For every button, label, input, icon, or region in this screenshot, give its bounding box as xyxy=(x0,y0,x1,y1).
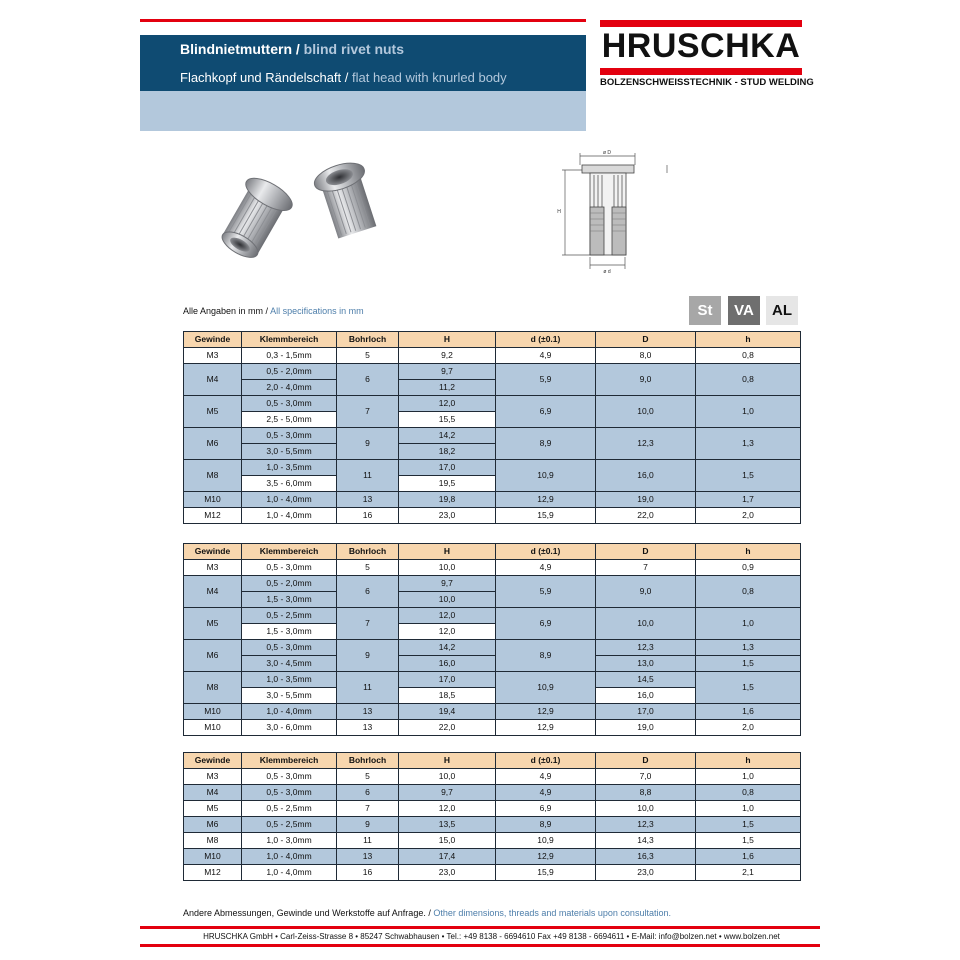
table-cell: 23,0 xyxy=(399,508,496,524)
table-cell: 19,8 xyxy=(399,492,496,508)
table-header-row xyxy=(184,332,801,348)
table-cell: 8,0 xyxy=(596,348,696,364)
table-header-row xyxy=(184,753,801,769)
column-header: Gewinde xyxy=(184,753,242,769)
table-cell: 1,5 xyxy=(696,833,801,849)
table-cell: 16,0 xyxy=(399,656,496,672)
table-cell: 2,5 - 5,0mm xyxy=(242,412,337,428)
table-cell: 11 xyxy=(337,460,399,492)
table-cell: M10 xyxy=(184,720,242,736)
table-row xyxy=(184,560,801,576)
table-cell: 4,9 xyxy=(496,348,596,364)
table-cell: 3,5 - 6,0mm xyxy=(242,476,337,492)
page-title: Blindnietmuttern / blind rivet nuts xyxy=(180,41,405,57)
table-cell: 2,0 - 4,0mm xyxy=(242,380,337,396)
table-cell: 12,0 xyxy=(399,801,496,817)
table-cell: 1,5 xyxy=(696,817,801,833)
table-cell: 12,0 xyxy=(399,396,496,412)
table-cell: 8,9 xyxy=(496,817,596,833)
table-cell: 15,0 xyxy=(399,833,496,849)
table-row xyxy=(184,508,801,524)
table-cell: 0,9 xyxy=(696,560,801,576)
table-cell: 4,9 xyxy=(496,785,596,801)
table-cell: 1,5 - 3,0mm xyxy=(242,624,337,640)
column-header: Klemmbereich xyxy=(242,544,337,560)
table-cell: M3 xyxy=(184,348,242,364)
column-header: H xyxy=(399,332,496,348)
table-cell: 9,7 xyxy=(399,364,496,380)
table-cell: 1,5 xyxy=(696,656,801,672)
table-cell: M8 xyxy=(184,833,242,849)
table-cell: 11,2 xyxy=(399,380,496,396)
table-cell: 5 xyxy=(337,560,399,576)
table-cell: 1,5 xyxy=(696,672,801,704)
table-row xyxy=(184,396,801,412)
table-cell: 12,0 xyxy=(399,624,496,640)
table-cell: 7 xyxy=(337,396,399,428)
table-cell: 12,9 xyxy=(496,704,596,720)
column-header: h xyxy=(696,753,801,769)
table-cell: 1,0 - 3,5mm xyxy=(242,672,337,688)
table-cell: 9,7 xyxy=(399,785,496,801)
column-header: Bohrloch xyxy=(337,544,399,560)
rivet-nut-photo xyxy=(210,150,400,260)
column-header: d (±0.1) xyxy=(496,332,596,348)
table-cell: 2,0 xyxy=(696,508,801,524)
footer-red-line-bottom xyxy=(140,944,820,947)
table-cell: 1,0 - 3,5mm xyxy=(242,460,337,476)
table-cell: 23,0 xyxy=(596,865,696,881)
table-cell: M5 xyxy=(184,608,242,640)
table-row xyxy=(184,704,801,720)
table-cell: 14,2 xyxy=(399,640,496,656)
table-row xyxy=(184,785,801,801)
footer-red-line-top xyxy=(140,926,820,929)
table-cell: 14,5 xyxy=(596,672,696,688)
table-cell: 0,5 - 3,0mm xyxy=(242,428,337,444)
table-cell: 1,0 xyxy=(696,396,801,428)
table-cell: 12,9 xyxy=(496,492,596,508)
table-cell: 13 xyxy=(337,720,399,736)
column-header: Klemmbereich xyxy=(242,332,337,348)
spec-table-aluminium xyxy=(183,752,801,881)
table-cell: 6,9 xyxy=(496,801,596,817)
table-cell: 10,0 xyxy=(399,769,496,785)
material-badge-al: AL xyxy=(766,296,798,325)
column-header: Gewinde xyxy=(184,332,242,348)
column-header: d (±0.1) xyxy=(496,753,596,769)
table-cell: 1,0 - 4,0mm xyxy=(242,508,337,524)
column-header: h xyxy=(696,544,801,560)
header-subband xyxy=(140,91,586,131)
table-cell: 13 xyxy=(337,492,399,508)
table-row xyxy=(184,833,801,849)
drawing-label-D: ø D xyxy=(602,150,612,156)
table-cell: M6 xyxy=(184,428,242,460)
table-cell: 1,0 xyxy=(696,608,801,640)
table-cell: 0,5 - 2,0mm xyxy=(242,364,337,380)
table-cell: 9 xyxy=(337,640,399,672)
table-cell: 6,9 xyxy=(496,396,596,428)
table-cell: 0,8 xyxy=(696,348,801,364)
drawing-label-d: ø d xyxy=(603,269,611,275)
table-cell: 0,5 - 3,0mm xyxy=(242,396,337,412)
table-cell: M10 xyxy=(184,492,242,508)
logo: HRUSCHKA xyxy=(601,27,801,65)
table-cell: 1,0 xyxy=(696,801,801,817)
column-header: D xyxy=(596,544,696,560)
table-cell: 1,0 - 4,0mm xyxy=(242,492,337,508)
table-cell: 16,3 xyxy=(596,849,696,865)
table-cell: 7 xyxy=(337,608,399,640)
column-header: Gewinde xyxy=(184,544,242,560)
table-row xyxy=(184,460,801,476)
table-cell: 0,3 - 1,5mm xyxy=(242,348,337,364)
table-cell: 3,0 - 5,5mm xyxy=(242,444,337,460)
table-cell: 6 xyxy=(337,364,399,396)
table-cell: 0,5 - 3,0mm xyxy=(242,640,337,656)
table-row xyxy=(184,364,801,380)
table-cell: 14,2 xyxy=(399,428,496,444)
table-cell: 12,3 xyxy=(596,640,696,656)
table-row xyxy=(184,801,801,817)
table-cell: 12,9 xyxy=(496,849,596,865)
specs-note: Alle Angaben in mm / All specifications in mm xyxy=(183,306,364,316)
column-header: D xyxy=(596,753,696,769)
table-cell: M4 xyxy=(184,576,242,608)
table-cell: 8,9 xyxy=(496,428,596,460)
table-cell: 16 xyxy=(337,865,399,881)
table-cell: M10 xyxy=(184,704,242,720)
table-cell: 9,2 xyxy=(399,348,496,364)
table-cell: 0,8 xyxy=(696,364,801,396)
table-cell: M6 xyxy=(184,640,242,672)
table-cell: 13 xyxy=(337,849,399,865)
column-header: Klemmbereich xyxy=(242,753,337,769)
column-header: Bohrloch xyxy=(337,753,399,769)
table-cell: 9 xyxy=(337,817,399,833)
table-cell: 23,0 xyxy=(399,865,496,881)
table-cell: 10,0 xyxy=(596,396,696,428)
table-cell: 4,9 xyxy=(496,769,596,785)
table-cell: 1,3 xyxy=(696,640,801,656)
table-cell: 5,9 xyxy=(496,364,596,396)
table-cell: M12 xyxy=(184,865,242,881)
table-cell: 19,4 xyxy=(399,704,496,720)
material-badge-st: St xyxy=(689,296,721,325)
table-cell: 7 xyxy=(337,801,399,817)
table-cell: 12,0 xyxy=(399,608,496,624)
table-cell: M8 xyxy=(184,672,242,704)
table-cell: 8,9 xyxy=(496,640,596,672)
page-subtitle: Flachkopf und Rändelschaft / flat head with knurled body xyxy=(180,70,507,85)
table-cell: M12 xyxy=(184,508,242,524)
table-cell: 0,5 - 2,5mm xyxy=(242,801,337,817)
technical-drawing xyxy=(555,145,675,275)
table-cell: 22,0 xyxy=(399,720,496,736)
table-cell: 1,0 - 4,0mm xyxy=(242,704,337,720)
table-cell: 10,9 xyxy=(496,460,596,492)
table-cell: 10,0 xyxy=(596,608,696,640)
table-cell: 9,0 xyxy=(596,576,696,608)
table-row xyxy=(184,640,801,656)
table-row xyxy=(184,865,801,881)
table-cell: 2,1 xyxy=(696,865,801,881)
table-cell: M3 xyxy=(184,769,242,785)
table-cell: 12,3 xyxy=(596,817,696,833)
table-header-row xyxy=(184,544,801,560)
column-header: D xyxy=(596,332,696,348)
table-cell: M4 xyxy=(184,785,242,801)
table-cell: 5 xyxy=(337,769,399,785)
column-header: h xyxy=(696,332,801,348)
logo-tagline: BOLZENSCHWEISSTECHNIK - STUD WELDING xyxy=(600,77,814,88)
material-badge-va: VA xyxy=(728,296,760,325)
table-cell: M4 xyxy=(184,364,242,396)
table-cell: 19,5 xyxy=(399,476,496,492)
table-cell: 0,5 - 3,0mm xyxy=(242,560,337,576)
table-cell: 3,0 - 4,5mm xyxy=(242,656,337,672)
table-cell: 10,0 xyxy=(596,801,696,817)
table-cell: M10 xyxy=(184,849,242,865)
table-cell: 3,0 - 6,0mm xyxy=(242,720,337,736)
column-header: d (±0.1) xyxy=(496,544,596,560)
table-row xyxy=(184,672,801,688)
table-cell: 0,5 - 2,0mm xyxy=(242,576,337,592)
spec-table-steel xyxy=(183,331,801,524)
table-cell: 1,0 xyxy=(696,769,801,785)
table-cell: 1,3 xyxy=(696,428,801,460)
table-cell: 11 xyxy=(337,833,399,849)
table-cell: 1,6 xyxy=(696,849,801,865)
table-cell: 15,9 xyxy=(496,508,596,524)
table-cell: 14,3 xyxy=(596,833,696,849)
table-cell: 13,5 xyxy=(399,817,496,833)
table-cell: 12,3 xyxy=(596,428,696,460)
table-cell: M5 xyxy=(184,396,242,428)
table-cell: 0,5 - 3,0mm xyxy=(242,769,337,785)
table-cell: 10,0 xyxy=(399,592,496,608)
column-header: H xyxy=(399,544,496,560)
table-cell: 11 xyxy=(337,672,399,704)
table-cell: 10,0 xyxy=(399,560,496,576)
table-cell: 6,9 xyxy=(496,608,596,640)
table-cell: 10,9 xyxy=(496,833,596,849)
logo-red-bar-bottom xyxy=(600,68,802,75)
table-cell: 4,9 xyxy=(496,560,596,576)
table-cell: 7 xyxy=(596,560,696,576)
table-cell: 16,0 xyxy=(596,460,696,492)
table-cell: 1,0 - 4,0mm xyxy=(242,865,337,881)
column-header: Bohrloch xyxy=(337,332,399,348)
table-row xyxy=(184,608,801,624)
table-cell: 0,8 xyxy=(696,785,801,801)
table-cell: M8 xyxy=(184,460,242,492)
table-cell: 1,0 - 3,0mm xyxy=(242,833,337,849)
table-row xyxy=(184,720,801,736)
table-cell: 16 xyxy=(337,508,399,524)
table-cell: 16,0 xyxy=(596,688,696,704)
table-cell: 9 xyxy=(337,428,399,460)
table-cell: 17,4 xyxy=(399,849,496,865)
table-cell: 3,0 - 5,5mm xyxy=(242,688,337,704)
table-cell: 17,0 xyxy=(596,704,696,720)
table-cell: 6 xyxy=(337,785,399,801)
table-cell: 13 xyxy=(337,704,399,720)
drawing-label-H: H xyxy=(557,209,561,215)
table-row xyxy=(184,492,801,508)
table-cell: 6 xyxy=(337,576,399,608)
table-cell: 5 xyxy=(337,348,399,364)
table-cell: 15,5 xyxy=(399,412,496,428)
footer-note: Andere Abmessungen, Gewinde und Werkstoffe auf Anfrage. / Other dimensions, threads and materials upon consultation. xyxy=(183,908,671,918)
table-cell: 8,8 xyxy=(596,785,696,801)
table-cell: 1,5 - 3,0mm xyxy=(242,592,337,608)
logo-red-bar-top xyxy=(600,20,802,27)
table-row xyxy=(184,769,801,785)
table-cell: 1,6 xyxy=(696,704,801,720)
table-cell: 2,0 xyxy=(696,720,801,736)
table-cell: 0,5 - 3,0mm xyxy=(242,785,337,801)
table-cell: M5 xyxy=(184,801,242,817)
table-cell: 1,0 - 4,0mm xyxy=(242,849,337,865)
table-cell: 0,8 xyxy=(696,576,801,608)
table-row xyxy=(184,576,801,592)
table-cell: 1,5 xyxy=(696,460,801,492)
table-cell: 18,5 xyxy=(399,688,496,704)
column-header: H xyxy=(399,753,496,769)
spec-table-stainless xyxy=(183,543,801,736)
table-cell: 7,0 xyxy=(596,769,696,785)
table-cell: 12,9 xyxy=(496,720,596,736)
table-row xyxy=(184,817,801,833)
table-cell: 17,0 xyxy=(399,672,496,688)
table-cell: 0,5 - 2,5mm xyxy=(242,608,337,624)
table-cell: 15,9 xyxy=(496,865,596,881)
table-cell: 1,7 xyxy=(696,492,801,508)
table-cell: 5,9 xyxy=(496,576,596,608)
table-row xyxy=(184,656,801,672)
table-cell: 13,0 xyxy=(596,656,696,672)
top-red-line xyxy=(140,19,586,22)
table-cell: M6 xyxy=(184,817,242,833)
table-cell: 9,0 xyxy=(596,364,696,396)
table-cell: 0,5 - 2,5mm xyxy=(242,817,337,833)
table-cell: M3 xyxy=(184,560,242,576)
table-cell: 17,0 xyxy=(399,460,496,476)
table-row xyxy=(184,428,801,444)
table-cell: 19,0 xyxy=(596,720,696,736)
table-row xyxy=(184,849,801,865)
table-row xyxy=(184,348,801,364)
table-cell: 10,9 xyxy=(496,672,596,704)
table-cell: 22,0 xyxy=(596,508,696,524)
table-cell: 9,7 xyxy=(399,576,496,592)
footer-address: HRUSCHKA GmbH • Carl-Zeiss-Strasse 8 • 85247 Schwabhausen • Tel.: +49 8138 - 6694610 Fax +49 8138 - 6694611 • E-Mail: info@bolzen.net • www.bolzen.net xyxy=(203,932,780,941)
table-cell: 18,2 xyxy=(399,444,496,460)
table-cell: 19,0 xyxy=(596,492,696,508)
